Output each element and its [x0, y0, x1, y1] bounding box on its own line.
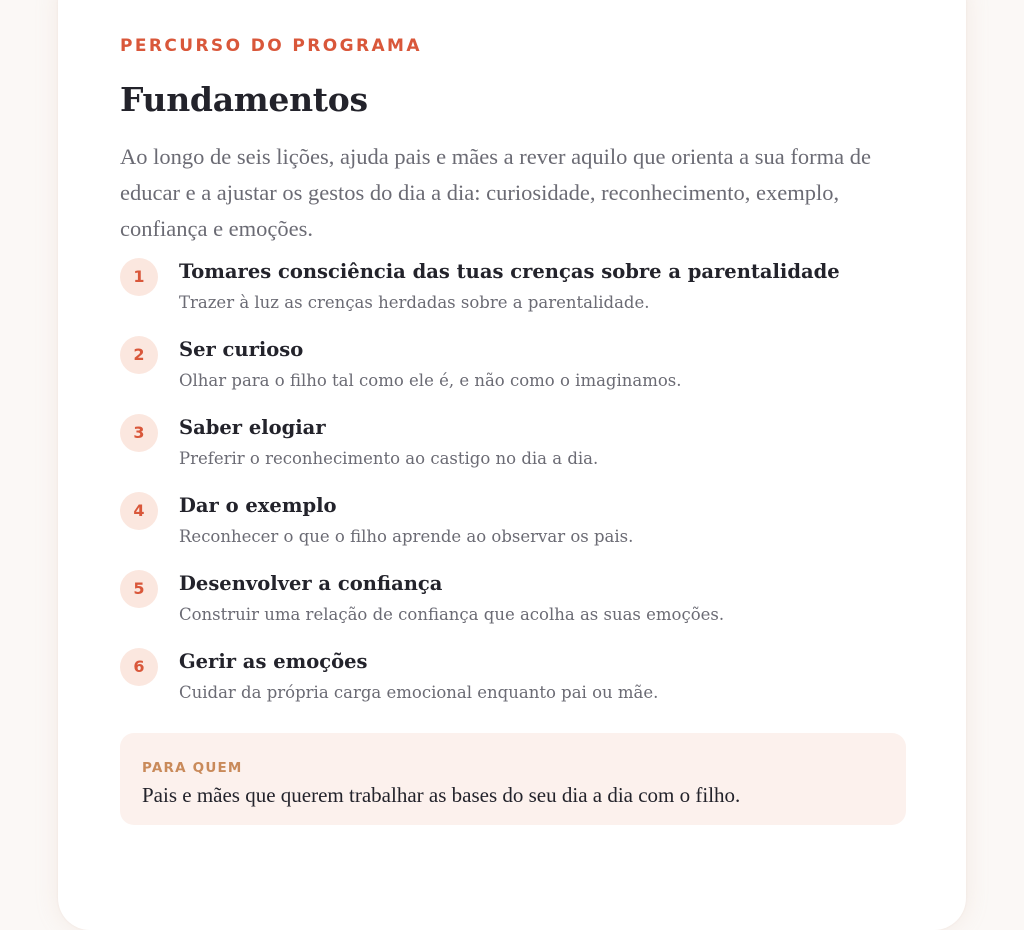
lesson-description: Reconhecer o que o filho aprende ao observar os pais. — [179, 527, 634, 546]
lesson-number-badge: 3 — [120, 414, 158, 452]
audience-label: PARA QUEM — [142, 760, 243, 776]
lesson-title: Ser curioso — [179, 338, 304, 361]
lesson-title: Saber elogiar — [179, 416, 326, 439]
section-title: Fundamentos — [120, 80, 368, 119]
lesson-title: Gerir as emoções — [179, 650, 368, 673]
audience-callout — [120, 733, 906, 825]
lesson-number-badge: 6 — [120, 648, 158, 686]
lesson-number-badge: 2 — [120, 336, 158, 374]
lesson-description: Cuidar da própria carga emocional enquanto pai ou mãe. — [179, 683, 659, 702]
lesson-number-badge: 4 — [120, 492, 158, 530]
lesson-number-badge: 5 — [120, 570, 158, 608]
section-eyebrow: PERCURSO DO PROGRAMA — [120, 36, 422, 56]
lesson-number-badge: 1 — [120, 258, 158, 296]
lesson-title: Desenvolver a confiança — [179, 572, 443, 595]
lesson-title: Dar o exemplo — [179, 494, 337, 517]
audience-text: Pais e mães que querem trabalhar as bases do seu dia a dia com o filho. — [142, 783, 741, 807]
lesson-description: Olhar para o filho tal como ele é, e não como o imaginamos. — [179, 371, 682, 390]
lesson-description: Preferir o reconhecimento ao castigo no dia a dia. — [179, 449, 599, 468]
lesson-title: Tomares consciência das tuas crenças sobre a parentalidade — [179, 260, 840, 283]
section-intro: Ao longo de seis lições, ajuda pais e mães a rever aquilo que orienta a sua forma de educar e a ajustar os gestos do dia a dia: curiosidade, reconhecimento, exemplo, confiança e emoções. — [120, 144, 871, 241]
lesson-description: Construir uma relação de confiança que acolha as suas emoções. — [179, 605, 725, 624]
lesson-description: Trazer à luz as crenças herdadas sobre a parentalidade. — [179, 293, 650, 312]
